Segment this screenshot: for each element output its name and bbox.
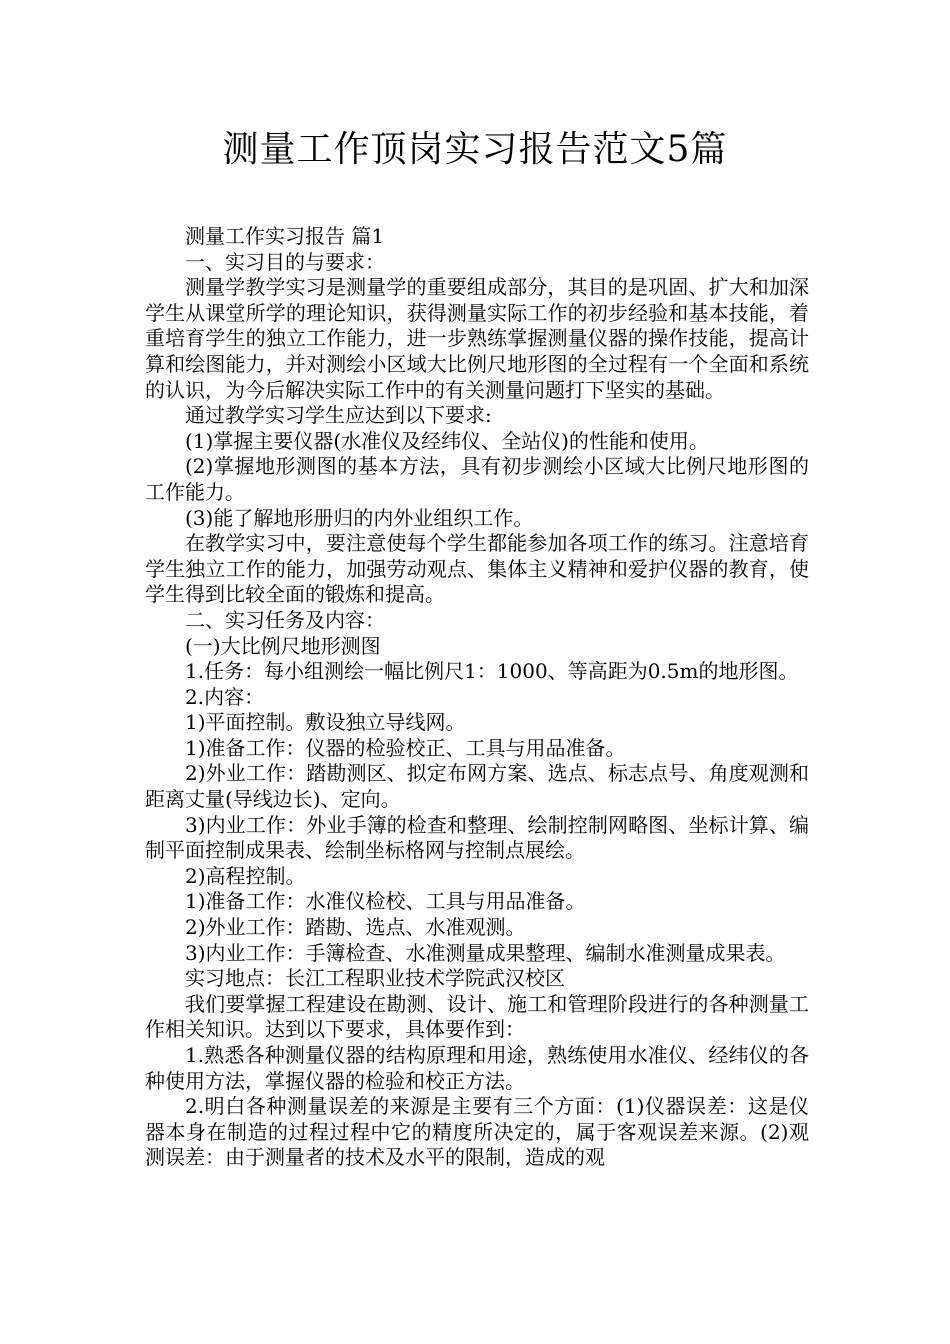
list-item: 2.明白各种测量误差的来源是主要有三个方面：(1)仪器误差：这是仪器本身在制造的过程过程中它的精度所决定的，属于客观误差来源。(2)观测误差：由于测量者的技术及水平的限制，造成的观 [145, 1094, 809, 1170]
paragraph: 实习地点：长江工程职业技术学院武汉校区 [185, 966, 565, 991]
list-item: 1)平面控制。敷设独立导线网。 [185, 710, 466, 735]
subsection-heading: 二、实习任务及内容： [185, 607, 385, 632]
document-title: 测量工作顶岗实习报告范文5篇 [222, 129, 728, 170]
list-item: 1.任务：每小组测绘一幅比例尺1：1000、等高距为0.5m的地形图。 [185, 659, 799, 684]
paragraph: 我们要掌握工程建设在勘测、设计、施工和管理阶段进行的各种测量工作相关知识。达到以下要求，具体要作到： [145, 991, 809, 1042]
list-item: 2.内容： [185, 684, 265, 709]
list-item: (1)掌握主要仪器(水准仪及经纬仪、全站仪)的性能和使用。 [185, 428, 709, 453]
list-item: (2)掌握地形测图的基本方法，具有初步测绘小区域大比例尺地形图的工作能力。 [145, 454, 809, 504]
list-item: (3)能了解地形册归的内外业组织工作。 [185, 505, 534, 530]
list-item: 3)内业工作：外业手簿的检查和整理、绘制控制网略图、坐标计算、编制平面控制成果表、绘制坐标格网与控制点展绘。 [145, 812, 809, 863]
list-item: 2)外业工作：踏勘、选点、水准观测。 [185, 915, 526, 940]
paragraph: 通过教学实习学生应达到以下要求: [185, 403, 492, 428]
section-heading: 测量工作实习报告 篇1 [185, 224, 385, 248]
list-item: 1)准备工作：水准仪检校、工具与用品准备。 [185, 889, 586, 914]
list-item: 1)准备工作：仪器的检验校正、工具与用品准备。 [185, 735, 626, 760]
list-item: 2)高程控制。 [185, 863, 306, 888]
paragraph: 在教学实习中，要注意使每个学生都能参加各项工作的练习。注意培育学生独立工作的能力，加强劳动观点、集体主义精神和爱护仪器的教育，使学生得到比较全面的锻炼和提高。 [145, 531, 809, 607]
list-item: 3)内业工作：手簿检查、水准测量成果整理、编制水准测量成果表。 [185, 940, 786, 965]
list-item: 2)外业工作：踏勘测区、拟定布网方案、选点、标志点号、角度观测和距离丈量(导线边长)、定向。 [145, 761, 809, 812]
subsection-heading: (一)大比例尺地形测图 [185, 633, 381, 658]
subsection-heading: 一、实习目的与要求： [185, 249, 385, 274]
list-item: 1.熟悉各种测量仪器的结构原理和用途，熟练使用水准仪、经纬仪的各种使用方法，掌握仪器的检验和校正方法。 [145, 1043, 809, 1093]
paragraph: 测量学教学实习是测量学的重要组成部分，其目的是巩固、扩大和加深学生从课堂所学的理论知识，获得测量实际工作的初步经验和基本技能，着重培育学生的独立工作能力，进一步熟练掌握测量仪器的操作技能，提高计算和绘图能力，并对测绘小区域大比例尺地形图的全过程有一个全面和系统的认识，为今后解决实际工作中的有关测量问题打下坚实的基础。 [145, 275, 809, 402]
document-body [145, 224, 809, 1171]
